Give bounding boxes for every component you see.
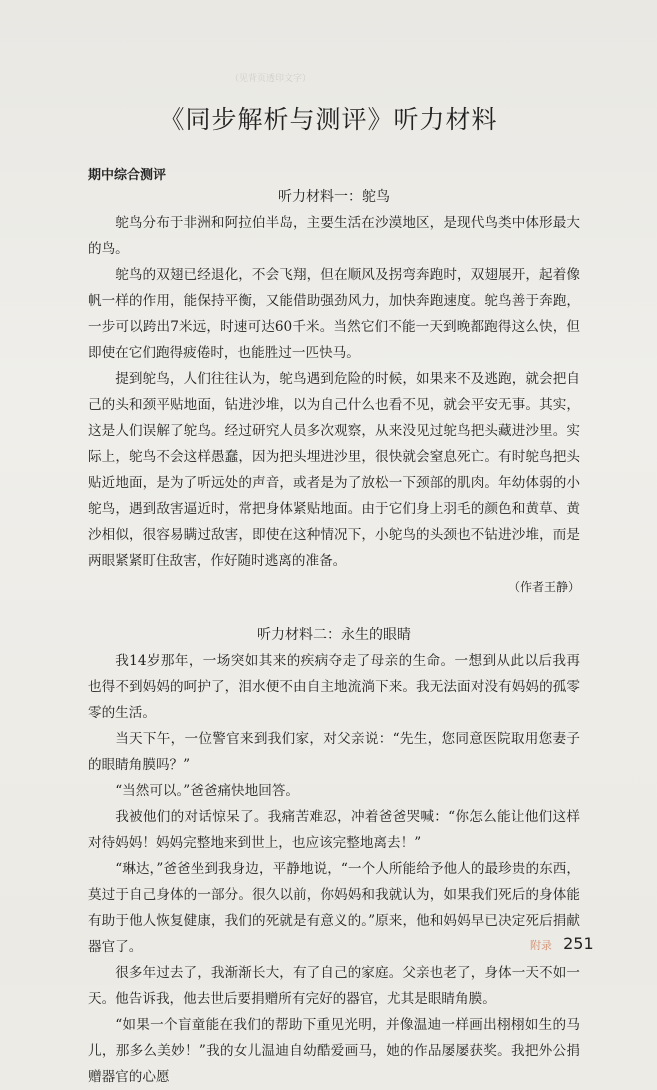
page-number: 251 [563, 934, 594, 953]
material-2-title: 听力材料二：永生的眼睛 [257, 627, 411, 643]
material-2-paragraph: 当天下午，一位警官来到我们家，对父亲说：“先生，您同意医院取用您妻子的眼睛角膜吗？” [88, 731, 580, 773]
material-1-author: （作者王静） [507, 580, 580, 594]
section-title: 期中综合测评 [88, 168, 167, 183]
material-2-paragraph: “琳达，”爸爸坐到我身边，平静地说，“一个人所能给予他人的最珍贵的东西，莫过于自己身体的一部分。很久以前，你妈妈和我就认为，如果我们死后的身体能有助于他人恢复健康，我们的死就是有意义的。”原来，他和妈妈早已决定死后捐献器官了。 [88, 861, 580, 955]
material-1-paragraph: 鸵鸟的双翅已经退化，不会飞翔，但在顺风及拐弯奔跑时，双翅展开，起着像帆一样的作用，能保持平衡，又能借助强劲风力，加快奔跑速度。鸵鸟善于奔跑，一步可以跨出7米远，时速可达60千米。当然它们不能一天到晚都跑得这么快，但即使在它们跑得疲倦时，也能胜过一匹快马。 [88, 267, 580, 361]
bleed-through-text: （见背页透印文字） [230, 74, 312, 84]
material-2-paragraph: 我14岁那年，一场突如其来的疾病夺走了母亲的生命。一想到从此以后我再也得不到妈妈的呵护了，泪水便不由自主地流淌下来。我无法面对没有妈妈的孤零零的生活。 [88, 653, 580, 721]
material-1-paragraph: 提到鸵鸟，人们往往认为，鸵鸟遇到危险的时候，如果来不及逃跑，就会把自己的头和颈平贴地面，钻进沙堆，以为自己什么也看不见，就会平安无事。其实，这是人们误解了鸵鸟。经过研究人员多次观察，从来没见过鸵鸟把头藏进沙里。实际上，鸵鸟不会这样愚蠢，因为把头埋进沙里，很快就会窒息死亡。有时鸵鸟把头贴近地面，是为了听远处的声音，或者是为了放松一下颈部的肌肉。年幼体弱的小鸵鸟，遇到敌害逼近时，常把身体紧贴地面。由于它们身上羽毛的颜色和黄草、黄沙相似，很容易瞒过敌害，即使在这种情况下，小鸵鸟的头颈也不钻进沙堆，而是两眼紧紧盯住敌害，作好随时逃离的准备。 [88, 371, 580, 569]
appendix-label: 附录 [530, 939, 552, 952]
content-body [88, 184, 580, 1090]
page-title: 《同步解析与测评》听力材料 [159, 105, 498, 134]
material-2-paragraph: 很多年过去了，我渐渐长大，有了自己的家庭。父亲也老了，身体一天不如一天。他告诉我，他去世后要捐赠所有完好的器官，尤其是眼睛角膜。 [88, 965, 580, 1007]
material-2-paragraph: “如果一个盲童能在我们的帮助下重见光明，并像温迪一样画出栩栩如生的马儿，那多么美妙！”我的女儿温迪自幼酷爱画马，她的作品屡屡获奖。我把外公捐赠器官的心愿 [88, 1017, 580, 1085]
page-footer [530, 934, 594, 953]
material-1-title: 听力材料一：鸵鸟 [278, 189, 390, 205]
material-1-paragraph: 鸵鸟分布于非洲和阿拉伯半岛，主要生活在沙漠地区，是现代鸟类中体形最大的鸟。 [88, 215, 580, 257]
material-2-paragraph: “当然可以。”爸爸痛快地回答。 [115, 783, 300, 799]
material-2-paragraph: 我被他们的对话惊呆了。我痛苦难忍，冲着爸爸哭喊：“你怎么能让他们这样对待妈妈！妈妈完整地来到世上，也应该完整地离去！” [88, 809, 580, 851]
